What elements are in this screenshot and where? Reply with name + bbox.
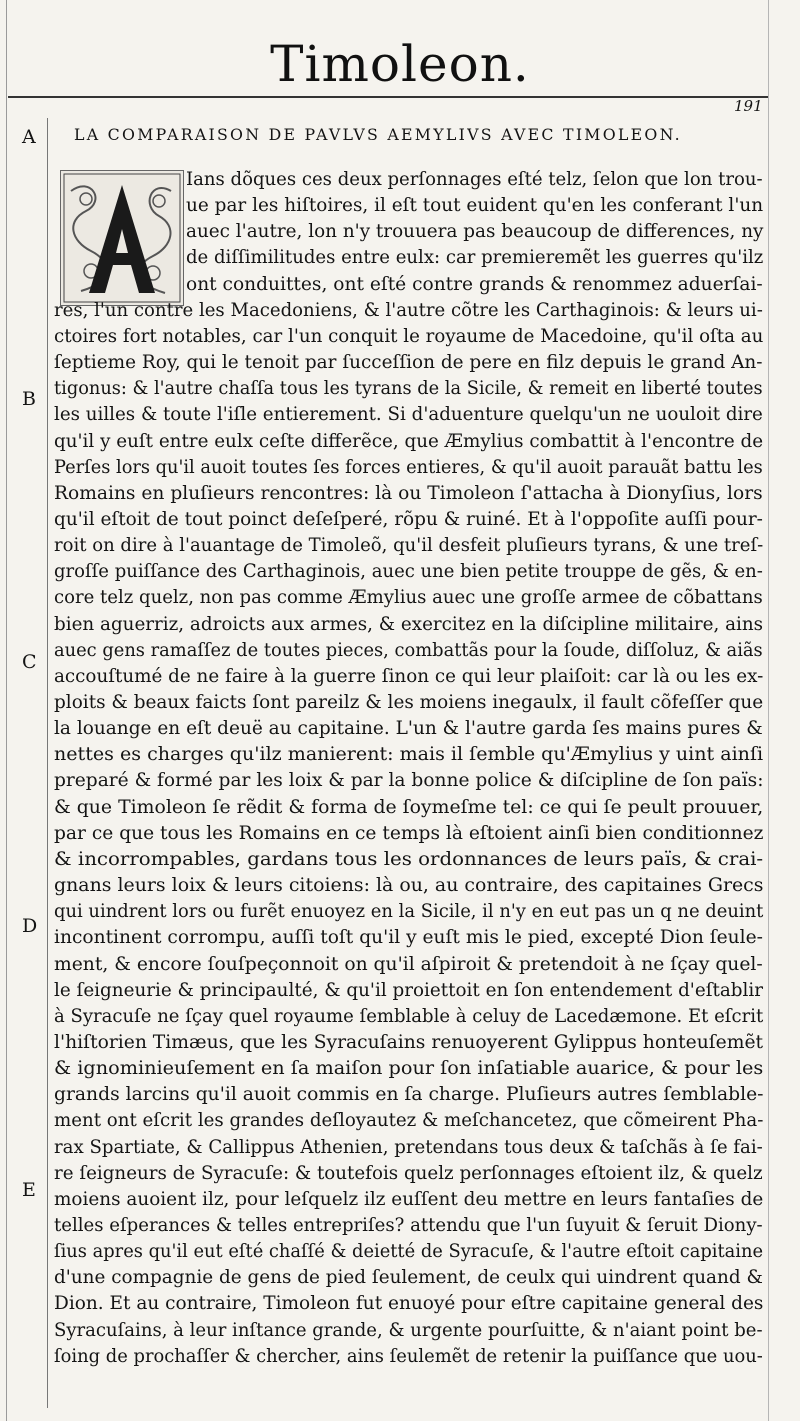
text-line: moiens auoient ilz, pour leſquelz ilz euſſent deu mettre en leurs fantaſies de (54, 1188, 764, 1210)
section-heading: LA COMPARAISON DE PAVLVS AEMYLIVS AVEC TIMOLEON. (74, 125, 682, 144)
text-line: d'une compagnie de gens de pied ſeulement, de ceulx qui uindrent quand & (54, 1267, 763, 1289)
text-line: à Syracuſe ne ſçay quel royaume ſemblable à celuy de Lacedæmone. Et eſcrit (54, 1005, 764, 1027)
text-line: rax Spartiate, & Callippus Athenien, pretendans tous deux & taſchãs à ſe fai- (54, 1136, 763, 1158)
right-page-edge (768, 0, 769, 1421)
text-line: ment, & encore ſouſpeçonnoit on qu'il aſpiroit & pretendoit à ne ſçay quel- (54, 953, 763, 975)
text-margin-rule (47, 118, 48, 1408)
text-line: Dion. Et au contraire, Timoleon fut enuoyé pour eſtre capitaine general des (54, 1293, 764, 1315)
text-line: bien aguerriz, adroicts aux armes, & exercitez en la diſcipline militaire, ains (54, 613, 764, 635)
text-line: auec l'autre, lon n'y trouuera pas beaucoup de differences, ny (186, 221, 764, 243)
page-number: 191 (734, 97, 763, 115)
text-line: nettes es charges qu'ilz manierent: mais il ſemble qu'Æmylius y uint ainſi (54, 744, 764, 766)
text-line: par ce que tous les Romains en ce temps là eſtoient ainſi bien conditionnez (54, 822, 764, 844)
text-line: de diſſimilitudes entre eulx: car premieremẽt les guerres qu'ilz (186, 247, 764, 269)
text-line: Perſes lors qu'il auoit toutes ſes forces entieres, & qu'il auoit parauãt battu les (54, 456, 763, 478)
text-line: ctoires fort notables, car l'un conquit le royaume de Macedoine, qu'il oſta au (54, 325, 764, 347)
text-line: ſoing de prochaſſer & chercher, ains ſeulemẽt de retenir la puiſſance que uou- (54, 1345, 763, 1367)
text-line: & incorrompables, gardans tous les ordonnances de leurs païs, & crai- (54, 848, 764, 870)
text-line: qu'il y euſt entre eulx ceſte differẽce, que Æmylius combattit à l'encontre de (54, 430, 764, 452)
text-line: Romains en pluſieurs rencontres: là ou Timoleon ſ'attacha à Dionyſius, lors (54, 482, 763, 504)
ornamental-initial-a-icon (60, 170, 184, 306)
text-line: ſius apres qu'il eut eſté chaſſé & deietté de Syracuſe, & l'autre eſtoit capitaine (54, 1241, 764, 1263)
text-line: res, l'un contre les Macedoniens, & l'autre cõtre les Carthaginois: & leurs ui- (54, 299, 763, 321)
text-line: grands larcins qu'il auoit commis en ſa charge. Pluſieurs autres ſemblable- (54, 1084, 764, 1106)
text-line: auec gens ramaſſez de toutes pieces, combattãs pour la ſoude, diſſoluz, & aiãs (54, 639, 763, 661)
text-line: incontinent corrompu, auſſi toſt qu'il y euſt mis le pied, excepté Dion ſeule- (54, 927, 763, 949)
text-line: Ians dõques ces deux perſonnages eſté telz, ſelon que lon trou- (186, 169, 763, 190)
text-line: roit on dire à l'auantage de Timoleõ, qu'il desfeit pluſieurs tyrans, & une treſ- (54, 535, 764, 557)
text-line: Syracuſains, à leur inſtance grande, & urgente pourſuitte, & n'aiant point be- (54, 1319, 763, 1341)
text-line: preparé & formé par les loix & par la bonne police & diſcipline de ſon païs: (54, 770, 764, 792)
margin-marker-d: D (22, 915, 38, 937)
margin-marker-c: C (22, 651, 37, 673)
margin-marker-a: A (22, 126, 36, 148)
text-line: re ſeigneurs de Syracuſe: & toutefois quelz perſonnages eſtoient ilz, & quelz (54, 1162, 763, 1184)
text-line: le ſeigneurie & principaulté, & qu'il proiettoit en ſon entendement d'eſtablir (54, 979, 764, 1001)
text-line: l'hiſtorien Timæus, que les Syracuſains renuoyerent Gylippus honteuſemẽt (54, 1031, 764, 1053)
text-line: ont conduittes, ont eſté contre grands & renommez aduerſai- (186, 273, 763, 295)
margin-marker-e: E (22, 1179, 36, 1201)
left-page-edge (6, 0, 7, 1421)
text-line: qu'il eſtoit de tout poinct deſeſperé, rõpu & ruiné. Et à l'oppoſite auſſi pour- (54, 508, 763, 530)
text-line: ue par les hiſtoires, il eſt tout euident qu'en les conferant l'un (186, 195, 764, 217)
text-line: & ignominieuſement en ſa maiſon pour ſon inſatiable auarice, & pour les (54, 1058, 764, 1080)
text-line: les uilles & toute l'iſle entierement. Si d'aduenture quelqu'un ne uouloit dire (54, 404, 763, 426)
text-line: ment ont eſcrit les grandes deſloyautez & meſchancetez, que cõmeirent Pha- (54, 1110, 764, 1132)
text-line: & que Timoleon ſe rẽdit & forma de ſoymeſme tel: ce qui ſe peult prouuer, (54, 796, 764, 818)
text-line: ploits & beaux faicts ſont pareilz & les moiens inegaulx, il fault cõfeſſer que (54, 692, 764, 713)
text-line: telles eſperances & telles entrepriſes? attendu que l'un ſuyuit & ſeruit Diony- (54, 1215, 763, 1236)
text-line: qui uindrent lors ou furẽt enuoyez en la Sicile, il n'y en eut pas un q ne deuint (54, 901, 764, 923)
text-line: gnans leurs loix & leurs citoiens: là ou, au contraire, des capitaines Grecs (54, 875, 764, 897)
text-line: tigonus: & l'autre chaſſa tous les tyrans de la Sicile, & remeit en liberté toutes (54, 378, 763, 400)
text-line: groſſe puiſſance des Carthaginois, auec une bien petite trouppe de gẽs, & en- (54, 561, 763, 583)
text-line: la louange en eſt deuë au capitaine. L'un & l'autre garda ſes mains pures & (54, 718, 763, 740)
running-title: Timoleon. (270, 35, 530, 93)
margin-marker-b: B (22, 388, 36, 410)
text-line: core telz quelz, non pas comme Æmylius auec une groſſe armee de cõbattans (54, 587, 763, 609)
title-rule (8, 96, 768, 98)
text-line: ſeptieme Roy, qui le tenoit par ſucceſſion de pere en filz depuis le grand An- (54, 352, 763, 374)
text-line: accouſtumé de ne faire à la guerre ſinon ce qui leur plaiſoit: car là ou les ex- (54, 665, 764, 687)
